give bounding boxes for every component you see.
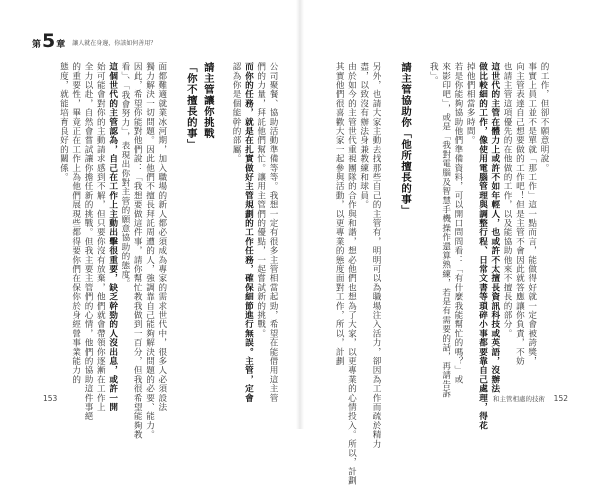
left-col-4: 認為你是個能幹的部屬。 xyxy=(231,62,242,164)
right-page-number: 152 xyxy=(553,394,568,403)
chapter-number: 5 xyxy=(42,29,56,52)
left-section-heading-2: 「你不擅長的事」 xyxy=(184,62,197,150)
right-col-3: 向主管表達自己想要做的工作吧！但是主管不會因此就答應讓你負責，不妨 xyxy=(514,62,525,366)
chapter-header xyxy=(32,30,156,52)
chapter-prefix: 第 xyxy=(32,39,42,50)
chapter-title: 讓人就在身邊，你該如何善用？ xyxy=(72,40,157,47)
right-section-heading: 請主管協助你「他所擅長的事」 xyxy=(399,62,412,216)
right-col-10: 我」。 xyxy=(428,62,439,86)
right-col-11: 另外，也請大家主動去找那些自己的主管有，明明可以為職場注入活力，卻因為工作而疏於精力 xyxy=(371,62,382,449)
left-col-12: 的重要性，畢竟正在工作上為他們展現些都得要你們在保你於身經營事業能力的 xyxy=(70,62,81,384)
right-col-12: 盡，以致沒有辦法身兼教練和球員。 xyxy=(358,62,369,210)
section-gap xyxy=(168,62,180,374)
chapter-suffix: 章 xyxy=(56,39,66,50)
left-col-6: 獨力解決一切問題。因此他們不擅長拜託周遭的人，強調靠自己能夠解決問題的必要、能力。 xyxy=(144,62,155,440)
left-page-number: 153 xyxy=(43,394,58,403)
right-col-13: 由於如今的主管世代重視團隊的合作與和諧，想必他們也想為了大家，以更專業的心情投入。所以，計劃 xyxy=(346,62,357,485)
right-col-2: 事實上員工並不是單就「那工作」這一點而言，能做得好就一定會被誇獎， xyxy=(526,62,537,366)
left-col-10: 始可能會對你的主動請求感到不解，但只要你沒有放棄，他們就會帶領你逐漸在工作上 xyxy=(95,62,106,412)
left-col-3: 而你的任務，就是在扎實做好主管規劃的工作任務，確保細節進行無誤。主管，定會 xyxy=(243,62,254,403)
running-title: 和主管相處的技術 xyxy=(493,395,545,403)
left-col-7: 因此，希望你能對他們說：「我想要做這件事，請你幫忙教我做到一百分，但我很希望能夠教 xyxy=(132,62,143,440)
left-col-2: 們的力量，拜託他們幫忙。讓用主管們的優點，一起嘗試新的挑戰。 xyxy=(255,62,266,338)
right-col-1: 的工作，但卻不願意明說。 xyxy=(539,62,549,173)
right-col-14: 其實他們很喜歡大家一起參與活動，以更專業的態度面對工作，所以，計劃 xyxy=(334,62,345,366)
left-col-8: 看」、「我會努力」，表現出你對主管的願意協助的態度。 xyxy=(119,62,130,289)
chapter-mark xyxy=(32,29,66,52)
left-page-body xyxy=(57,62,279,440)
right-col-7: 掉他們相當多時間。 xyxy=(465,62,476,145)
section-gap xyxy=(382,62,394,380)
left-col-13: 態度，就能培育良好的關係。 xyxy=(58,62,69,182)
left-section-heading-1: 請主管讓你挑戰 xyxy=(201,62,214,139)
right-col-4: 也請主管這項優先的在他做的工作，以及能協助他來不擅長的部分。 xyxy=(502,62,513,338)
left-col-1: 公司聚餐、協助活動準備等等。我想一定有很多主管相當起勁，希望在能借用這主管 xyxy=(268,62,278,403)
book-gutter xyxy=(296,0,304,429)
left-col-5: 面都難適就業冰河期，加入職場的新人都必須成為專家的需求世代中，很多人必須設法 xyxy=(156,62,167,412)
section-gap xyxy=(415,62,427,380)
right-col-9: 來影印吧」，或是「我對電腦及智慧手機操作還算熟練，若是有需要的話，再請告訴 xyxy=(440,62,451,399)
section-gap xyxy=(218,62,230,374)
right-col-8: 若是你能夠協助他們準備資料，可以開口問問看：「有什麼我能幫忙的嗎？」或 xyxy=(452,62,463,384)
left-col-11: 全力以赴，自然會嘗試讓你擔任新的挑戰。但我主要主管們的心情，他們的協助這件事絕 xyxy=(83,62,94,421)
left-col-9: 這個世代的主管認為，自己在工作上主動出擊很重要，缺乏幹勁的人沒出息，或許一開 xyxy=(107,62,118,412)
right-col-6: 做比較細的工作，像使用電腦管理與調整行程、日常文書等瑣碎小事都要靠自己處理，得花 xyxy=(477,62,488,430)
right-col-5: 這世代的主管在體力上或許不如年輕人，也或許不太擅長資訊科技或英語，沒辦法 xyxy=(489,62,500,394)
